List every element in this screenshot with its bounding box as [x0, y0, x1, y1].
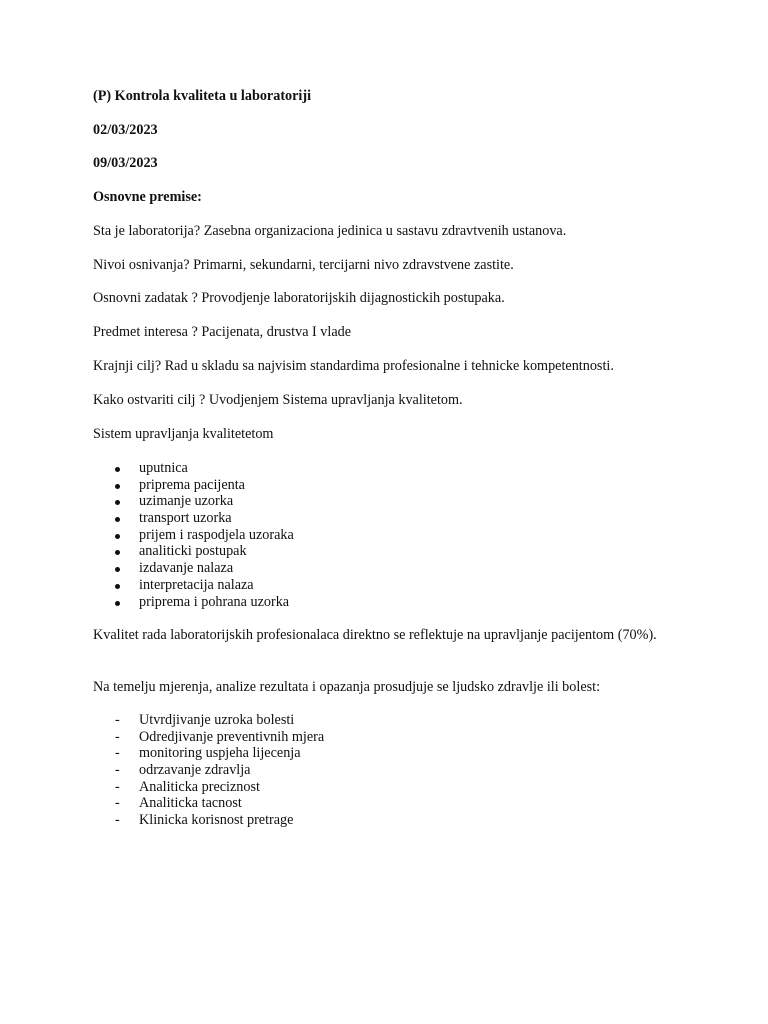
paragraph-levels: Nivoi osnivanja? Primarni, sekundarni, tercijarni nivo zdravstvene zastite.	[93, 257, 514, 273]
bullet-list-item-text: uputnica	[139, 460, 188, 476]
date-first: 02/03/2023	[93, 122, 158, 138]
bullet-icon	[115, 510, 129, 527]
dash-list-item-text: Klinicka korisnost pretrage	[139, 812, 294, 829]
paragraph-system: Sistem upravljanja kvalitetetom	[93, 426, 274, 442]
dash-marker: -	[115, 795, 120, 812]
paragraph-goal: Krajnji cilj? Rad u skladu sa najvisim standardima profesionalne i tehnicke kompetentnosti.	[93, 358, 614, 374]
bullet-list-item-text: prijem i raspodjela uzoraka	[139, 526, 294, 543]
paragraph-how: Kako ostvariti cilj ? Uvodjenjem Sistema upravljanja kvalitetom.	[93, 392, 463, 408]
document-title: (P) Kontrola kvaliteta u laboratoriji	[93, 88, 312, 104]
bullet-list-item-text: transport uzorka	[139, 510, 232, 527]
bullet-list-item-text: priprema i pohrana uzorka	[139, 593, 290, 610]
dash-list-item-text: monitoring uspjeha lijecenja	[139, 745, 301, 762]
bullet-list-item-text: izdavanje nalaza	[139, 560, 234, 577]
dash-list-item	[93, 762, 324, 779]
dash-marker: -	[115, 712, 120, 728]
dash-marker: -	[115, 762, 120, 779]
bullet-icon	[115, 577, 129, 594]
paragraph-laboratory: Sta je laboratorija? Zasebna organizaciona jedinica u sastavu zdravtvenih ustanova.	[93, 223, 567, 239]
dash-list-item-text: odrzavanje zdravlja	[139, 762, 251, 779]
dash-marker: -	[115, 778, 120, 795]
bullet-icon	[115, 560, 129, 577]
dash-list-item	[93, 712, 324, 729]
dash-list-item	[93, 745, 324, 762]
paragraph-measurement: Na temelju mjerenja, analize rezultata i opazanja prosudjuje se ljudsko zdravlje ili bolest:	[93, 679, 601, 695]
bullet-list-item	[93, 577, 294, 594]
heading-premises: Osnovne premise:	[93, 189, 202, 205]
dash-list-item	[93, 779, 324, 796]
dash-marker: -	[115, 728, 120, 745]
paragraph-task: Osnovni zadatak ? Provodjenje laboratorijskih dijagnostickih postupaka.	[93, 290, 505, 306]
dash-list-item-text: Analiticka preciznost	[139, 778, 260, 795]
bullet-icon	[115, 543, 129, 560]
dash-list	[93, 712, 324, 829]
dash-list-item	[93, 729, 324, 746]
bullet-icon	[115, 594, 129, 611]
dash-list-item-text: Odredjivanje preventivnih mjera	[139, 728, 325, 745]
bullet-list-item-text: priprema pacijenta	[139, 476, 245, 493]
bullet-icon	[115, 493, 129, 510]
bullet-icon	[115, 477, 129, 494]
bullet-list-item-text: analiticki postupak	[139, 543, 247, 560]
dash-list-item	[93, 812, 324, 829]
paragraph-quality: Kvalitet rada laboratorijskih profesionalaca direktno se reflektuje na upravljanje pacijentom (70%).	[93, 627, 657, 643]
bullet-list-item-text: interpretacija nalaza	[139, 576, 254, 593]
bullet-list-item-text: uzimanje uzorka	[139, 493, 234, 510]
bullet-list-item	[93, 460, 294, 477]
bullet-list-item	[93, 560, 294, 577]
bullet-icon	[115, 460, 129, 477]
bullet-list-item	[93, 527, 294, 544]
date-second: 09/03/2023	[93, 155, 158, 171]
bullet-list-item	[93, 594, 294, 611]
dash-marker: -	[115, 745, 120, 762]
bullet-list	[93, 460, 294, 610]
dash-list-item-text: Utvrdjivanje uzroka bolesti	[139, 712, 295, 728]
dash-marker: -	[115, 812, 120, 829]
dash-list-item-text: Analiticka tacnost	[139, 795, 242, 812]
bullet-icon	[115, 527, 129, 544]
bullet-list-item	[93, 493, 294, 510]
paragraph-interest: Predmet interesa ? Pacijenata, drustva I vlade	[93, 324, 352, 340]
bullet-list-item	[93, 477, 294, 494]
bullet-list-item	[93, 510, 294, 527]
bullet-list-item	[93, 543, 294, 560]
dash-list-item	[93, 795, 324, 812]
